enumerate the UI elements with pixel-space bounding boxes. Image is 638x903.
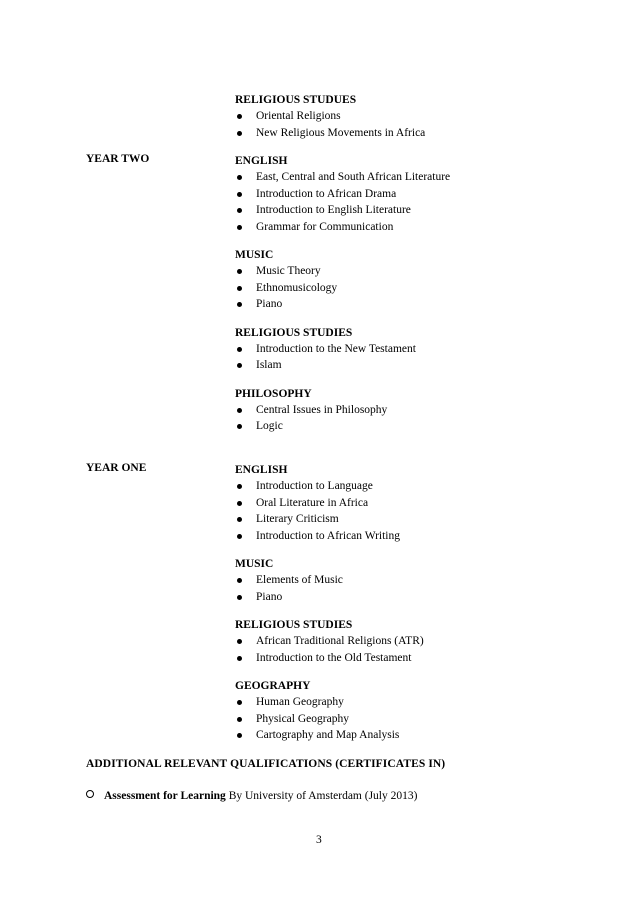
list-item: Grammar for Communication	[235, 219, 586, 236]
year-label: YEAR ONE	[86, 462, 147, 474]
subject-heading: ENGLISH	[235, 464, 288, 476]
year-two-block	[86, 153, 586, 435]
course-list	[235, 108, 586, 141]
page-number: 3	[316, 834, 322, 846]
bullet-icon	[237, 639, 242, 644]
subject-heading: RELIGIOUS STUDUES	[235, 94, 357, 106]
list-item: Literary Criticism	[235, 511, 586, 528]
year-label: YEAR TWO	[86, 153, 150, 165]
list-item: Introduction to African Writing	[235, 528, 586, 545]
subject-heading: ENGLISH	[235, 155, 288, 167]
list-item: Logic	[235, 418, 586, 435]
bullet-icon	[237, 534, 242, 539]
course-list	[235, 263, 586, 313]
bullet-icon	[237, 656, 242, 661]
bullet-icon	[237, 595, 242, 600]
list-item: Introduction to African Drama	[235, 186, 586, 203]
course-list	[235, 169, 586, 235]
bullet-icon	[237, 269, 242, 274]
list-item: Music Theory	[235, 263, 586, 280]
bullet-icon	[237, 717, 242, 722]
subject-heading: RELIGIOUS STUDIES	[235, 326, 353, 339]
list-item: New Religious Movements in Africa	[235, 125, 586, 142]
certificate-name: Assessment for Learning	[104, 790, 226, 802]
subject-section	[235, 92, 586, 141]
additional-qualifications-heading: ADDITIONAL RELEVANT QUALIFICATIONS (CERTIFICATES IN)	[86, 758, 446, 770]
list-item: Human Geography	[235, 694, 586, 711]
bullet-icon	[237, 578, 242, 583]
list-item: Oral Literature in Africa	[235, 495, 586, 512]
bullet-icon	[237, 347, 242, 352]
course-list	[235, 402, 586, 435]
list-item: Central Issues in Philosophy	[235, 402, 586, 419]
course-list	[235, 572, 586, 605]
list-item: Elements of Music	[235, 572, 586, 589]
subject-heading: MUSIC	[235, 558, 274, 570]
list-item: Piano	[235, 296, 586, 313]
list-item: East, Central and South African Literature	[235, 169, 586, 186]
bullet-icon	[237, 175, 242, 180]
course-list	[235, 478, 586, 544]
bullet-icon	[237, 484, 242, 489]
bullet-icon	[237, 131, 242, 136]
bullet-icon	[237, 700, 242, 705]
bullet-icon	[237, 424, 242, 429]
list-item: Introduction to the New Testament	[235, 341, 586, 358]
subject-section	[235, 153, 586, 435]
list-item: Piano	[235, 589, 586, 606]
bullet-icon	[237, 517, 242, 522]
bullet-icon	[237, 733, 242, 738]
top-section	[86, 92, 586, 141]
list-item: Introduction to Language	[235, 478, 586, 495]
bullet-icon	[237, 408, 242, 413]
bullet-icon	[237, 114, 242, 119]
bullet-icon	[237, 286, 242, 291]
list-item: Introduction to the Old Testament	[235, 650, 586, 667]
course-list	[235, 633, 586, 666]
course-list	[235, 694, 586, 744]
bullet-icon	[237, 501, 242, 506]
certificate-entry	[86, 790, 417, 802]
list-item: African Traditional Religions (ATR)	[235, 633, 586, 650]
list-item: Ethnomusicology	[235, 280, 586, 297]
bullet-icon	[237, 363, 242, 368]
list-item: Introduction to English Literature	[235, 202, 586, 219]
certificate-detail: By University of Amsterdam (July 2013)	[225, 790, 418, 802]
hollow-bullet-icon	[86, 790, 94, 798]
year-one-block	[86, 462, 586, 744]
subject-heading: PHILOSOPHY	[235, 387, 312, 400]
list-item: Islam	[235, 357, 586, 374]
bullet-icon	[237, 192, 242, 197]
list-item: Oriental Religions	[235, 108, 586, 125]
subject-section	[235, 462, 586, 744]
bullet-icon	[237, 225, 242, 230]
list-item: Cartography and Map Analysis	[235, 727, 586, 744]
subject-heading: RELIGIOUS STUDIES	[235, 619, 353, 631]
subject-heading: MUSIC	[235, 249, 274, 261]
bullet-icon	[237, 208, 242, 213]
subject-heading: GEOGRAPHY	[235, 680, 311, 692]
list-item: Physical Geography	[235, 711, 586, 728]
course-list	[235, 341, 586, 374]
bullet-icon	[237, 302, 242, 307]
